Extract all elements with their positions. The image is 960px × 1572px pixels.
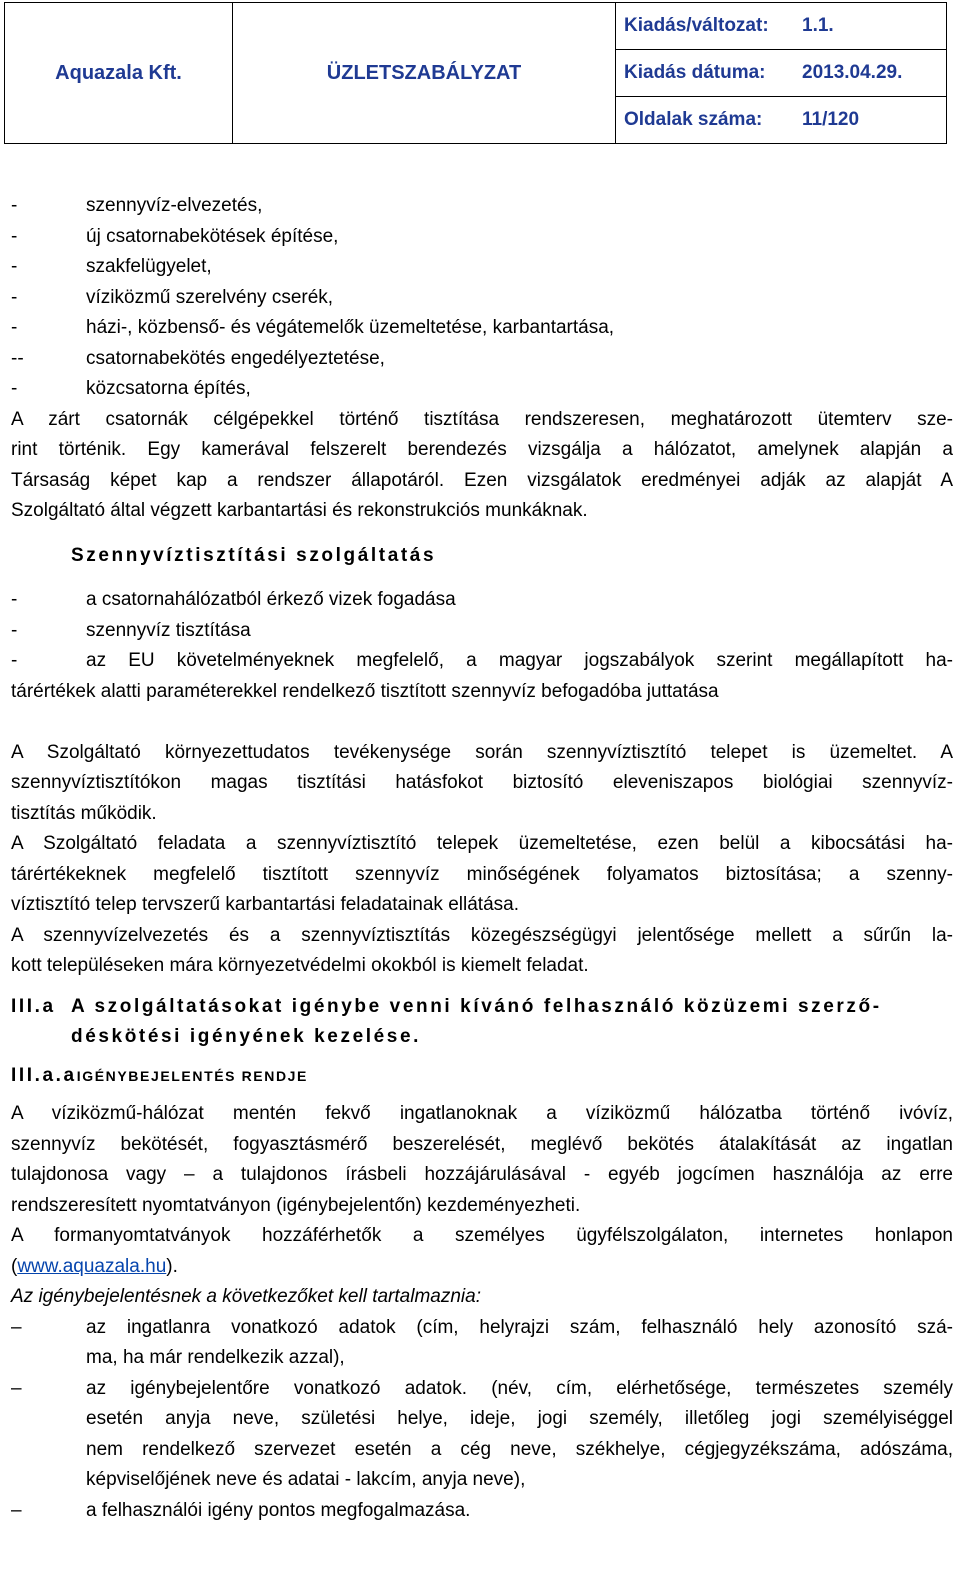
list-item-continuation: tárértékek alatti paraméterekkel rendelkező tisztított szennyvíz befogadóba juttatása (11, 680, 719, 702)
date-row (616, 50, 947, 97)
website-line: (www.aquazala.hu). (11, 1255, 178, 1277)
list-item: – az ingatlanra vonatkozó adatok (cím, helyrajzi szám, felhasználó hely azonosító szá- (11, 1316, 953, 1338)
list-item: – a felhasználói igény pontos megfogalmazása. (11, 1499, 471, 1521)
section-heading-wastewater: Szennyvíztisztítási szolgáltatás (71, 544, 437, 566)
list-item: - az EU követelményeknek megfelelő, a magyar jogszabályok szerint megállapított ha- (11, 650, 953, 671)
paragraph-request: A víziközmű-hálózat mentén fekvő ingatlanoknak a víziközmű hálózatba történő ivóvíz, szennyvíz bekötését, fogyasztásmérő beszerelését, meglévő bekötés átalakítását az ingatlan tulajdonosa vagy – a tulajdonos írásbeli hozzájárulásával - egyéb jogcímen használója az erre rendszeresített nyomtatványon (igénybejelentőn) kezdeményezheti. A formanyomtatványok hozzáférhetők a személyes ügyfélszolgálaton, internetes honlapon (www.aquazala.hu). Az igénybejelentésnek a következőket kell tartalmaznia: (11, 1099, 953, 1313)
subsection-heading-request (11, 1061, 953, 1092)
company-name: Aquazala Kft. (5, 3, 233, 144)
requirements-list: – az ingatlanra vonatkozó adatok (cím, helyrajzi szám, felhasználó hely azonosító szá- ma, ha már rendelkezik azzal), – az igénybejelentőre vonatkozó adatok. (név, cím, elérhetősége, természetes személy esetén anyja neve, születési helye, ideje, jogi személy, illetőleg jogi személyiséggel nem rendelkező szervezet esetén a cég neve, székhelye, cégjegyzékszáma, adószáma, képviselőjének neve és adatai - lakcím, anyja neve), – a felhasználói igény pontos megfogalmazása. (11, 1313, 953, 1527)
list-item: - szennyvíz-elvezetés, (11, 195, 263, 216)
list-item: - víziközmű szerelvény cserék, (11, 286, 334, 308)
list-item: - szennyvíz tisztítása (11, 619, 251, 641)
date-label: Kiadás dátuma: (624, 62, 766, 83)
section-number: III.a (11, 995, 56, 1017)
subsection-number: III.a.a (11, 1064, 77, 1086)
list-item: - új csatornabekötések építése, (11, 225, 339, 247)
edition-value: 1.1. (802, 15, 834, 36)
edition-row (616, 3, 947, 50)
paragraph-cleaning: A zárt csatornák célgépekkel történő tisztítása rendszeresen, meghatározott ütemterv sze- rint történik. Egy kamerával felszerelt berendezés vizsgálja a hálózatot, amelynek alapján a Társaság képet kap a rendszer állapotáról. Ezen vizsgálatok eredményei adják az alapját A Szolgáltató által végzett karbantartási és rekonstrukciós munkáknak. (11, 408, 953, 521)
paragraph-operation: A Szolgáltató környezettudatos tevékenysége során szennyvíztisztító telepet is üzemeltet. A szennyvíztisztítókon magas tisztítási hatásfokot biztosító eleveniszapos biológiai szennyvíz- tisztítás működik. A Szolgáltató feladata a szennyvíztisztító telepek üzemeltetése, ezen belül a kibocsátási ha- tárértékeknek megfelelő tisztított szennyvíz minőségének folyamatos biztosítása; a szenny- víztisztító telep tervszerű karbantartási feladatainak ellátása. A szennyvízelvezetés és a szennyvíztisztítás közegészségügyi jelentősége mellett a sűrűn la- kott településeken mára környezetvédelmi okokból is kiemelt feladat. (11, 741, 953, 976)
edition-label: Kiadás/változat: (624, 15, 769, 36)
list-item: – az igénybejelentőre vonatkozó adatok. (név, cím, elérhetősége, természetes személy (11, 1377, 953, 1399)
document-title: ÜZLETSZABÁLYZAT (233, 3, 616, 144)
pages-value: 11/120 (802, 109, 860, 130)
date-value: 2013.04.29. (802, 62, 903, 83)
list-item: - szakfelügyelet, (11, 256, 212, 277)
list-item: - házi-, közbenső- és végátemelők üzemeltetése, karbantartása, (11, 317, 615, 338)
service-list (11, 191, 953, 405)
list-item: -- csatornabekötés engedélyeztetése, (11, 347, 385, 369)
document-header (4, 2, 947, 144)
list-item: - közcsatorna építés, (11, 378, 251, 399)
website-link[interactable]: www.aquazala.hu (17, 1255, 167, 1277)
requirements-intro: Az igénybejelentésnek a következőket kell tartalmaznia: (11, 1286, 481, 1307)
pages-label: Oldalak száma: (624, 109, 763, 130)
subsection-title: IGÉNYBEJELENTÉS RENDJE (76, 1067, 308, 1084)
wastewater-list (11, 585, 953, 707)
section-heading-contract: III.a A szolgáltatásokat igénybe venni kívánó felhasználó közüzemi szerző- déskötési igényének kezelése. (11, 992, 953, 1053)
list-item: - a csatornahálózatból érkező vizek fogadása (11, 589, 456, 610)
document-body (11, 191, 953, 1526)
pages-row (616, 97, 947, 144)
